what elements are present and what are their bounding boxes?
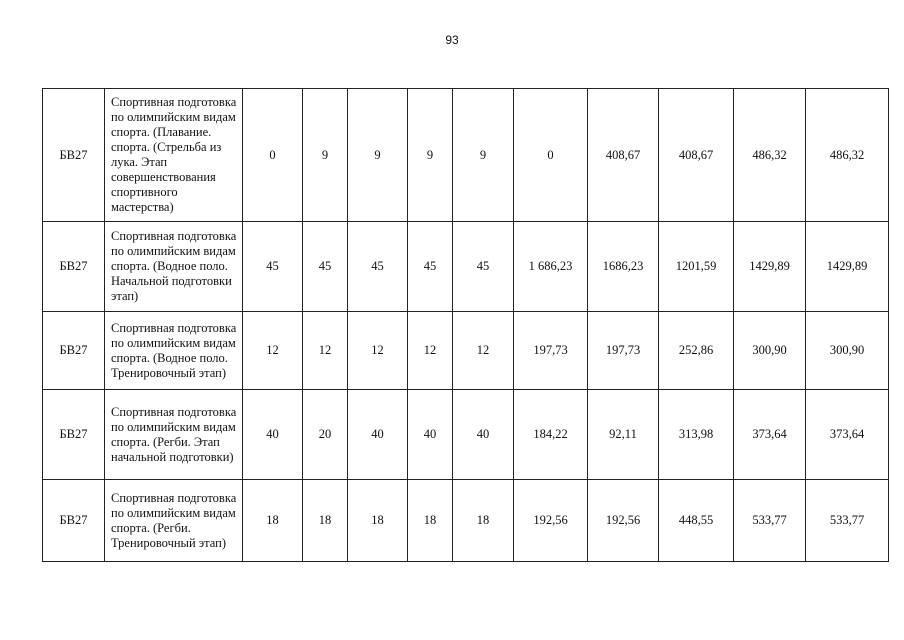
data-table: [42, 88, 889, 562]
cell-value: 92,11: [588, 390, 659, 480]
cell-value: 18: [348, 480, 408, 562]
cell-value: 0: [243, 89, 303, 222]
cell-value: 18: [303, 480, 348, 562]
cell-value: 486,32: [806, 89, 889, 222]
cell-value: 486,32: [734, 89, 806, 222]
cell-value: 9: [453, 89, 514, 222]
cell-value: 184,22: [514, 390, 588, 480]
cell-value: 1429,89: [734, 222, 806, 312]
cell-value: 45: [453, 222, 514, 312]
cell-value: 1201,59: [659, 222, 734, 312]
cell-value: 12: [243, 312, 303, 390]
cell-value: 533,77: [734, 480, 806, 562]
table-row: [43, 480, 889, 562]
cell-description: Спортивная подготовка по олимпийским видам спорта. (Регби. Тренировочный этап): [105, 480, 243, 562]
cell-value: 300,90: [734, 312, 806, 390]
cell-description: Спортивная подготовка по олимпийским видам спорта. (Регби. Этап начальной подготовки): [105, 390, 243, 480]
cell-value: 40: [348, 390, 408, 480]
cell-value: 1686,23: [588, 222, 659, 312]
cell-value: 18: [408, 480, 453, 562]
cell-code: БВ27: [43, 390, 105, 480]
cell-value: 12: [408, 312, 453, 390]
cell-value: 1429,89: [806, 222, 889, 312]
cell-value: 408,67: [588, 89, 659, 222]
cell-value: 373,64: [806, 390, 889, 480]
cell-value: 448,55: [659, 480, 734, 562]
cell-code: БВ27: [43, 312, 105, 390]
cell-description: Спортивная подготовка по олимпийским видам спорта. (Водное поло. Тренировочный этап): [105, 312, 243, 390]
cell-value: 40: [243, 390, 303, 480]
cell-value: 9: [348, 89, 408, 222]
cell-code: БВ27: [43, 89, 105, 222]
cell-value: 533,77: [806, 480, 889, 562]
cell-value: 197,73: [514, 312, 588, 390]
cell-value: 18: [243, 480, 303, 562]
table-row: [43, 390, 889, 480]
cell-value: 300,90: [806, 312, 889, 390]
table-body: [43, 89, 889, 562]
cell-value: 40: [408, 390, 453, 480]
page-number: 93: [445, 33, 459, 47]
cell-value: 12: [348, 312, 408, 390]
cell-value: 18: [453, 480, 514, 562]
cell-value: 192,56: [588, 480, 659, 562]
cell-value: 192,56: [514, 480, 588, 562]
cell-value: 313,98: [659, 390, 734, 480]
cell-value: 9: [408, 89, 453, 222]
cell-value: 12: [453, 312, 514, 390]
cell-value: 1 686,23: [514, 222, 588, 312]
cell-value: 45: [408, 222, 453, 312]
cell-value: 0: [514, 89, 588, 222]
cell-value: 45: [243, 222, 303, 312]
cell-value: 45: [348, 222, 408, 312]
cell-value: 12: [303, 312, 348, 390]
cell-value: 197,73: [588, 312, 659, 390]
cell-value: 408,67: [659, 89, 734, 222]
cell-code: БВ27: [43, 222, 105, 312]
table-row: [43, 222, 889, 312]
cell-description: Спортивная подготовка по олимпийским видам спорта. (Плавание. спорта. (Стрельба из лука. Этап совершенствования спортивного мастерства): [105, 89, 243, 222]
cell-value: 45: [303, 222, 348, 312]
table-row: [43, 89, 889, 222]
cell-code: БВ27: [43, 480, 105, 562]
cell-value: 20: [303, 390, 348, 480]
cell-value: 9: [303, 89, 348, 222]
cell-description: Спортивная подготовка по олимпийским видам спорта. (Водное поло. Начальной подготовки этап): [105, 222, 243, 312]
cell-value: 252,86: [659, 312, 734, 390]
cell-value: 373,64: [734, 390, 806, 480]
cell-value: 40: [453, 390, 514, 480]
table-row: [43, 312, 889, 390]
